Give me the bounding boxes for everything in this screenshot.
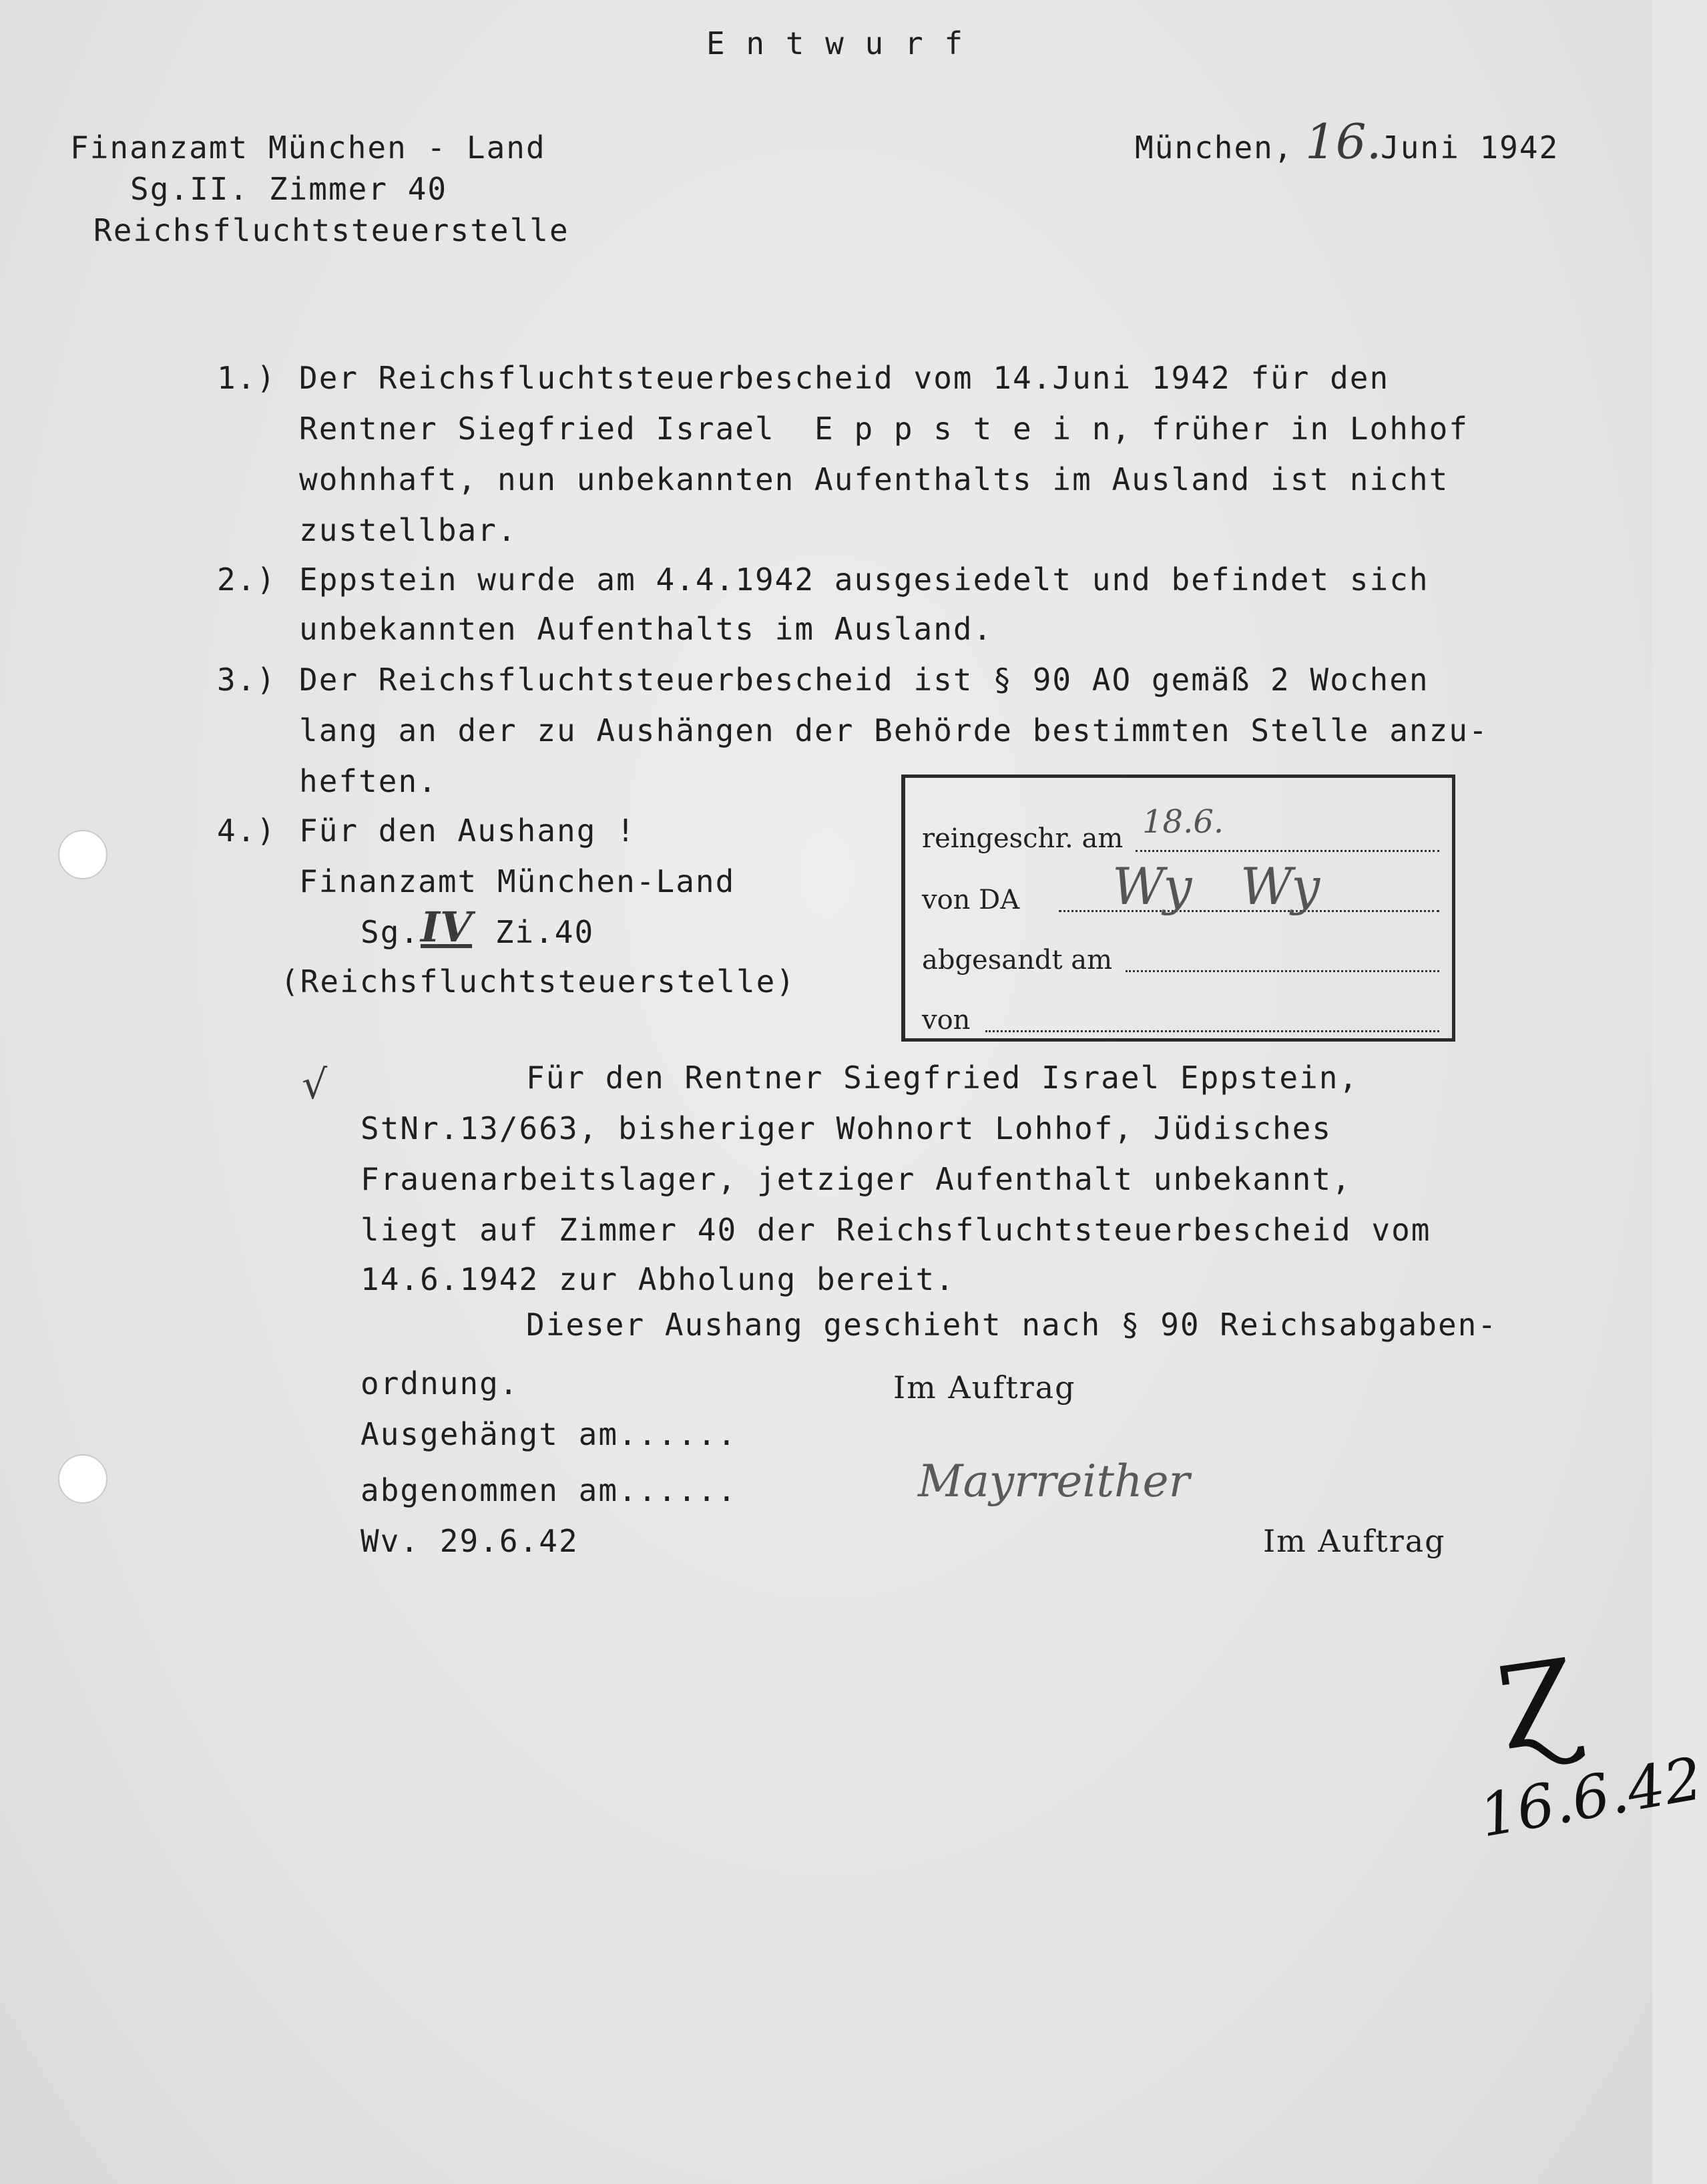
stamp-label-from: von DA xyxy=(922,885,1020,915)
document-title: E n t w u r f xyxy=(706,25,965,61)
punch-hole-bottom xyxy=(58,1454,107,1504)
office-name: Finanzamt München - Land xyxy=(70,130,546,166)
date-day-handwritten: 16. xyxy=(1305,114,1382,170)
place-label: München, xyxy=(1135,130,1294,166)
office-unit: Reichsfluchtsteuerstelle xyxy=(93,212,569,248)
item-2-number: 2.) xyxy=(217,562,277,598)
stamp-label-by: von xyxy=(922,1005,971,1036)
notice-line: Für den Rentner Siegfried Israel Eppstein, xyxy=(526,1060,1359,1096)
registration-stamp xyxy=(901,775,1455,1042)
im-auftrag-first: Im Auftrag xyxy=(893,1369,1076,1405)
resubmission-date: Wv. 29.6.42 xyxy=(360,1523,579,1559)
stamp-label-registered: reingeschr. am xyxy=(922,823,1124,854)
item-1-line: Rentner Siegfried Israel E p p s t e i n, früher in Lohhof xyxy=(299,411,1469,447)
notice-line: liegt auf Zimmer 40 der Reichsfluchtsteuerbescheid vom xyxy=(360,1212,1431,1248)
notice-line: ordnung. xyxy=(360,1365,519,1401)
handwritten-initial-mark: Ɀ xyxy=(1489,1634,1587,1777)
check-mark: √ xyxy=(302,1062,328,1108)
stamp-value-registered: 18.6. xyxy=(1142,803,1224,841)
handwritten-date: 16.6.42 xyxy=(1474,1743,1707,1851)
stamp-value-initials: Wy Wy xyxy=(1112,857,1320,916)
item-3-number: 3.) xyxy=(217,662,277,698)
item-2-line: Eppstein wurde am 4.4.1942 ausgesiedelt und befindet sich xyxy=(299,562,1429,598)
item-2-line: unbekannten Aufenthalts im Ausland. xyxy=(299,611,993,647)
stamp-label-sent: abgesandt am xyxy=(922,945,1113,975)
item-4-sg-label: Sg. xyxy=(360,914,421,950)
posted-on: Ausgehängt am...... xyxy=(360,1416,738,1452)
removed-on: abgenommen am...... xyxy=(360,1472,738,1508)
item-4-line: Finanzamt München-Land xyxy=(299,863,736,899)
item-3-line: lang an der zu Aushängen der Behörde bestimmten Stelle anzu- xyxy=(299,712,1489,748)
item-4-line: (Reichsfluchtsteuerstelle) xyxy=(280,963,796,1000)
punch-hole-top xyxy=(58,830,107,879)
item-3-line: heften. xyxy=(299,763,438,799)
notice-line: 14.6.1942 zur Abholung bereit. xyxy=(360,1261,955,1297)
stamp-dotted-line xyxy=(1136,850,1439,852)
date-month-year: Juni 1942 xyxy=(1381,130,1559,166)
item-4-line: Für den Aushang ! xyxy=(299,813,636,849)
item-4-sg-handwritten: IV xyxy=(421,903,473,951)
item-4-room: Zi.40 xyxy=(475,914,595,950)
signature: Mayrreither xyxy=(918,1456,1190,1507)
item-1-line: Der Reichsfluchtsteuerbescheid vom 14.Juni 1942 für den xyxy=(299,360,1390,396)
item-1-number: 1.) xyxy=(217,360,277,396)
notice-line: StNr.13/663, bisheriger Wohnort Lohhof, Jüdisches xyxy=(360,1110,1332,1146)
notice-line: Frauenarbeitslager, jetziger Aufenthalt unbekannt, xyxy=(360,1161,1352,1197)
office-department: Sg.II. Zimmer 40 xyxy=(130,171,448,207)
item-1-line: zustellbar. xyxy=(299,512,517,548)
item-1-line: wohnhaft, nun unbekannten Aufenthalts im Ausland ist nicht xyxy=(299,461,1449,497)
item-4-number: 4.) xyxy=(217,813,277,849)
notice-line: Dieser Aushang geschieht nach § 90 Reichsabgaben- xyxy=(526,1307,1498,1343)
im-auftrag-second: Im Auftrag xyxy=(1263,1523,1446,1559)
stamp-dotted-line xyxy=(1126,970,1439,972)
item-3-line: Der Reichsfluchtsteuerbescheid ist § 90 AO gemäß 2 Wochen xyxy=(299,662,1429,698)
stamp-dotted-line xyxy=(985,1030,1439,1032)
